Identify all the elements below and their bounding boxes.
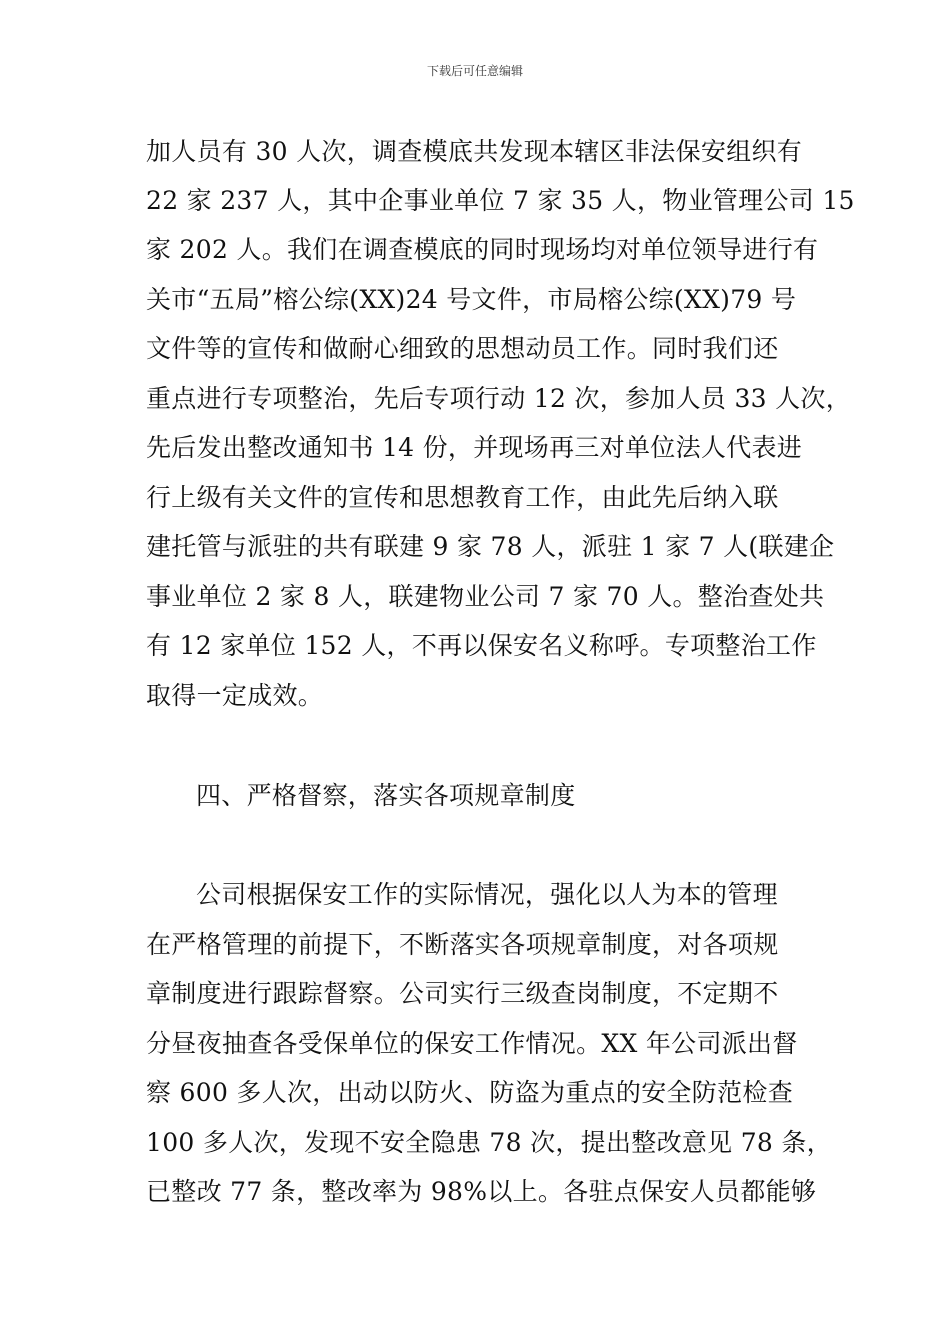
text-line: 已整改 77 条，整改率为 98%以上。各驻点保安人员都能够 bbox=[146, 1177, 817, 1206]
text-line: 重点进行专项整治，先后专项行动 12 次，参加人员 33 人次， bbox=[146, 384, 852, 413]
page-header: 下载后可任意编辑 bbox=[426, 64, 523, 78]
text-line: 取得一定成效。 bbox=[146, 681, 324, 710]
text-line: 事业单位 2 家 8 人，联建物业公司 7 家 70 人。整治查处共 bbox=[146, 582, 825, 611]
text-line: 家 202 人。我们在调查模底的同时现场均对单位领导进行有 bbox=[146, 235, 819, 264]
text-line: 建托管与派驻的共有联建 9 家 78 人，派驻 1 家 7 人(联建企 bbox=[146, 532, 835, 561]
text-line: 章制度进行跟踪督察。公司实行三级查岗制度，不定期不 bbox=[146, 979, 779, 1008]
section-heading: 四、严格督察，落实各项规章制度 bbox=[196, 781, 576, 810]
text-line: 加人员有 30 人次，调查模底共发现本辖区非法保安组织有 bbox=[146, 137, 803, 166]
text-line: 察 600 多人次，出动以防火、防盗为重点的安全防范检查 bbox=[146, 1078, 794, 1107]
text-line: 22 家 237 人，其中企事业单位 7 家 35 人，物业管理公司 15 bbox=[146, 186, 855, 215]
text-line: 分昼夜抽查各受保单位的保安工作情况。XX 年公司派出督 bbox=[146, 1029, 798, 1058]
text-line: 行上级有关文件的宣传和思想教育工作，由此先后纳入联 bbox=[146, 483, 779, 512]
text-line: 有 12 家单位 152 人，不再以保安名义称呼。专项整治工作 bbox=[146, 631, 817, 660]
text-line: 在严格管理的前提下，不断落实各项规章制度，对各项规 bbox=[146, 930, 779, 959]
text-line: 关市“五局”榕公综(XX)24 号文件，市局榕公综(XX)79 号 bbox=[146, 285, 797, 314]
text-line: 先后发出整改通知书 14 份，并现场再三对单位法人代表进 bbox=[146, 433, 803, 462]
text-line: 100 多人次，发现不安全隐患 78 次，提出整改意见 78 条， bbox=[146, 1128, 832, 1157]
text-line: 公司根据保安工作的实际情况，强化以人为本的管理 bbox=[196, 880, 778, 909]
text-line: 文件等的宣传和做耐心细致的思想动员工作。同时我们还 bbox=[146, 334, 779, 363]
